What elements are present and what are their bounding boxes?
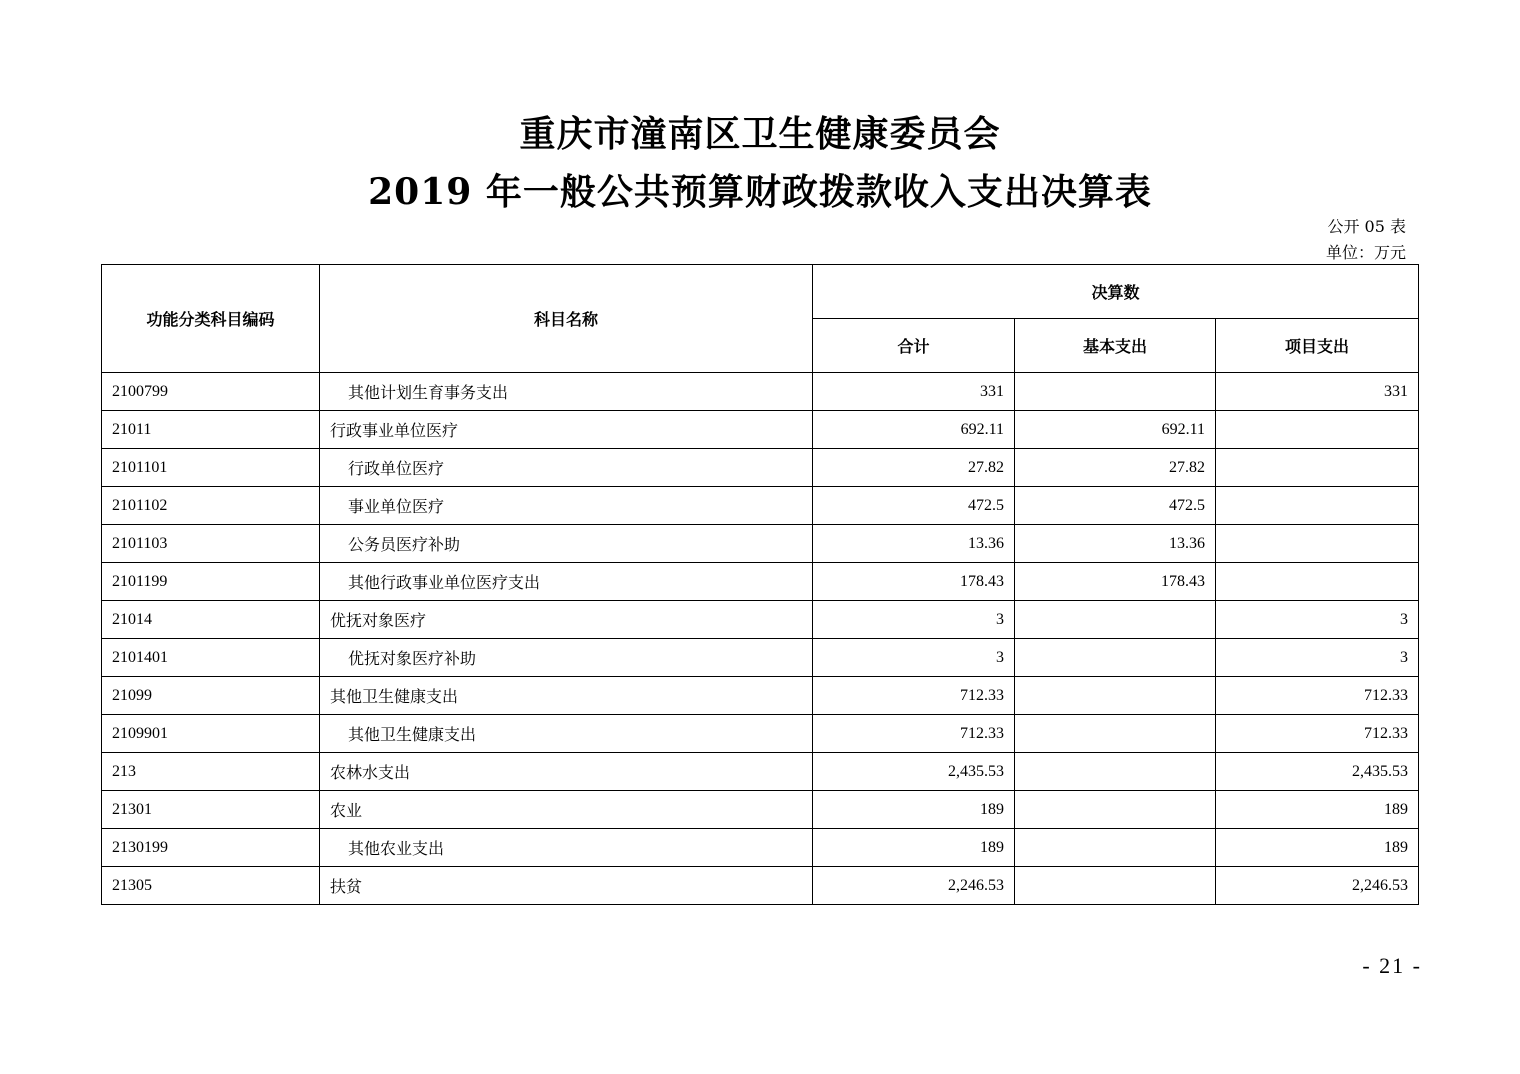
table-row	[102, 791, 1419, 829]
cell-basic	[1015, 829, 1216, 867]
budget-table	[101, 264, 1419, 905]
unit-label: 单位：万元	[1325, 243, 1406, 262]
cell-project: 3	[1216, 601, 1419, 639]
cell-total: 472.5	[813, 487, 1015, 525]
table-row	[102, 829, 1419, 867]
cell-basic	[1015, 867, 1216, 905]
cell-total: 3	[813, 639, 1015, 677]
header-name: 科目名称	[320, 265, 813, 373]
table-body	[102, 373, 1419, 905]
table-row	[102, 411, 1419, 449]
page-number: - 21 -	[1362, 953, 1422, 978]
cell-total: 189	[813, 829, 1015, 867]
cell-name: 扶贫	[320, 867, 813, 905]
cell-code: 2130199	[102, 829, 320, 867]
cell-basic	[1015, 677, 1216, 715]
header-code: 功能分类科目编码	[102, 265, 320, 373]
cell-project: 712.33	[1216, 715, 1419, 753]
cell-basic	[1015, 639, 1216, 677]
cell-project: 2,435.53	[1216, 753, 1419, 791]
cell-project: 712.33	[1216, 677, 1419, 715]
cell-project	[1216, 525, 1419, 563]
cell-basic: 27.82	[1015, 449, 1216, 487]
cell-project: 189	[1216, 791, 1419, 829]
cell-name: 其他农业支出	[320, 829, 813, 867]
cell-code: 21099	[102, 677, 320, 715]
cell-total: 3	[813, 601, 1015, 639]
cell-basic	[1015, 753, 1216, 791]
cell-total: 692.11	[813, 411, 1015, 449]
cell-name: 其他计划生育事务支出	[320, 373, 813, 411]
cell-total: 27.82	[813, 449, 1015, 487]
header-project: 项目支出	[1216, 319, 1419, 373]
cell-project	[1216, 487, 1419, 525]
table-row	[102, 563, 1419, 601]
cell-project: 2,246.53	[1216, 867, 1419, 905]
cell-basic: 472.5	[1015, 487, 1216, 525]
header-basic: 基本支出	[1015, 319, 1216, 373]
cell-code: 2101401	[102, 639, 320, 677]
cell-total: 13.36	[813, 525, 1015, 563]
table-row	[102, 639, 1419, 677]
cell-code: 21301	[102, 791, 320, 829]
cell-name: 事业单位医疗	[320, 487, 813, 525]
table-row	[102, 373, 1419, 411]
cell-code: 2101101	[102, 449, 320, 487]
cell-total: 2,246.53	[813, 867, 1015, 905]
page-subtitle: 2019 年一般公共预算财政拨款收入支出决算表	[368, 171, 1152, 213]
cell-total: 2,435.53	[813, 753, 1015, 791]
cell-basic	[1015, 373, 1216, 411]
cell-name: 行政事业单位医疗	[320, 411, 813, 449]
table-row	[102, 601, 1419, 639]
cell-name: 公务员医疗补助	[320, 525, 813, 563]
header-group: 决算数	[813, 265, 1419, 319]
cell-code: 2101199	[102, 563, 320, 601]
table-row	[102, 449, 1419, 487]
cell-total: 331	[813, 373, 1015, 411]
cell-code: 21305	[102, 867, 320, 905]
table-row	[102, 715, 1419, 753]
cell-basic	[1015, 601, 1216, 639]
cell-name: 行政单位医疗	[320, 449, 813, 487]
cell-name: 农业	[320, 791, 813, 829]
cell-total: 178.43	[813, 563, 1015, 601]
cell-total: 712.33	[813, 677, 1015, 715]
cell-basic: 692.11	[1015, 411, 1216, 449]
cell-project: 189	[1216, 829, 1419, 867]
cell-name: 其他行政事业单位医疗支出	[320, 563, 813, 601]
cell-basic	[1015, 715, 1216, 753]
cell-basic: 13.36	[1015, 525, 1216, 563]
cell-total: 712.33	[813, 715, 1015, 753]
cell-project	[1216, 411, 1419, 449]
cell-name: 其他卫生健康支出	[320, 715, 813, 753]
cell-name: 农林水支出	[320, 753, 813, 791]
cell-code: 2101103	[102, 525, 320, 563]
table-row	[102, 487, 1419, 525]
cell-name: 其他卫生健康支出	[320, 677, 813, 715]
cell-name: 优抚对象医疗	[320, 601, 813, 639]
header-total: 合计	[813, 319, 1015, 373]
cell-code: 2109901	[102, 715, 320, 753]
table-row	[102, 867, 1419, 905]
cell-total: 189	[813, 791, 1015, 829]
cell-project	[1216, 449, 1419, 487]
cell-project	[1216, 563, 1419, 601]
table-row	[102, 525, 1419, 563]
cell-project: 3	[1216, 639, 1419, 677]
form-number: 公开 05 表	[1327, 217, 1406, 236]
table-row	[102, 677, 1419, 715]
cell-name: 优抚对象医疗补助	[320, 639, 813, 677]
cell-basic	[1015, 791, 1216, 829]
table-row	[102, 753, 1419, 791]
page-title: 重庆市潼南区卫生健康委员会	[519, 113, 1001, 155]
cell-project: 331	[1216, 373, 1419, 411]
cell-basic: 178.43	[1015, 563, 1216, 601]
cell-code: 21014	[102, 601, 320, 639]
cell-code: 213	[102, 753, 320, 791]
cell-code: 2101102	[102, 487, 320, 525]
cell-code: 21011	[102, 411, 320, 449]
cell-code: 2100799	[102, 373, 320, 411]
